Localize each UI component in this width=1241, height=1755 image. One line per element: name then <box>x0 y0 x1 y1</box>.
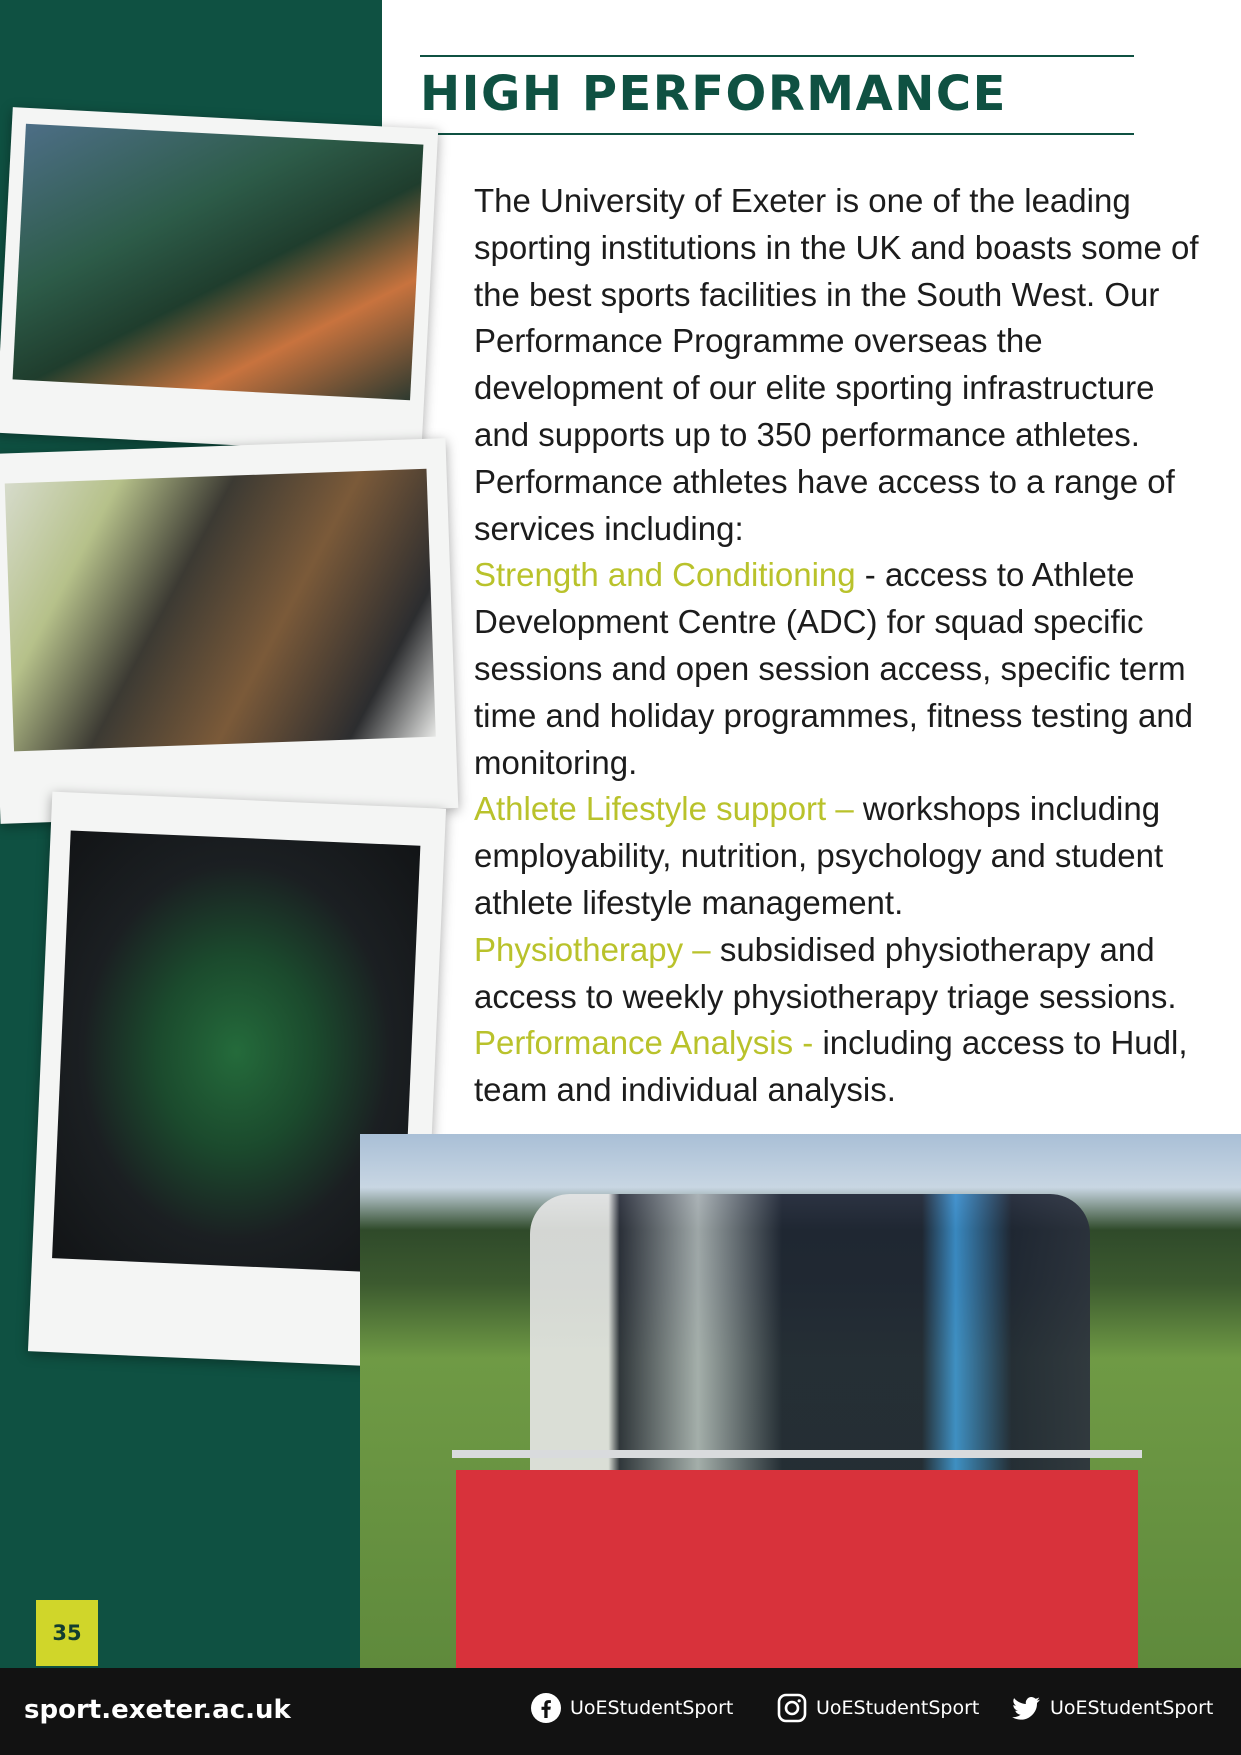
facebook-link[interactable] <box>530 1692 733 1724</box>
red-banner <box>456 1470 1138 1668</box>
service-title: Strength and Conditioning <box>474 556 856 594</box>
instagram-link[interactable] <box>776 1692 979 1724</box>
body-copy <box>474 178 1204 1191</box>
service-text: subsidised physiotherapy and access to weekly physiotherapy triage sessions. <box>474 930 1177 1015</box>
facebook-handle: UoEStudentSport <box>570 1697 734 1719</box>
twitter-link[interactable] <box>1010 1692 1213 1724</box>
service-title: Physiotherapy <box>474 930 684 968</box>
banner-frame <box>452 1450 1142 1458</box>
service-separator: - <box>855 556 885 594</box>
service-analysis <box>474 1024 1188 1108</box>
twitter-handle: UoEStudentSport <box>1050 1697 1214 1719</box>
heading-rule-top <box>420 55 1134 57</box>
website-link[interactable]: sport.exeter.ac.uk <box>24 1695 291 1725</box>
service-text: workshops including employability, nutrition, psychology and student athlete lifestyle management. <box>474 790 1164 921</box>
intro-paragraph: The University of Exeter is one of the leading sporting institutions in the UK and boasts some of the best sports facilities in the South West. Our Performance Programme overseas the development of our elite sporting infrastructure and supports up to 350 performance athletes. Performance athletes have access to a range of services including: <box>474 182 1199 547</box>
service-strength <box>474 556 1193 780</box>
polaroid-hockey-coaching <box>0 107 438 455</box>
page-heading: HIGH PERFORMANCE <box>420 66 1007 122</box>
service-text: access to Athlete Development Centre (ADC) for squad specific sessions and open session access, specific term time and holiday programmes, fitness testing and monitoring. <box>474 556 1194 781</box>
service-separator: – <box>826 790 863 828</box>
service-lifestyle <box>474 790 1163 921</box>
service-title: Athlete Lifestyle support <box>474 790 827 828</box>
polaroid-gym-training <box>0 438 458 824</box>
gym-training-photo <box>5 469 436 752</box>
page-number-badge <box>36 1600 98 1666</box>
golf-team-photo <box>360 1134 1241 1668</box>
instagram-icon <box>776 1692 808 1724</box>
service-text: including access to Hudl, team and individual analysis. <box>474 1024 1188 1109</box>
service-separator: – <box>683 930 720 968</box>
service-separator: - <box>793 1024 823 1062</box>
facebook-icon <box>530 1692 562 1724</box>
heading-rule-bottom <box>420 133 1134 135</box>
page-number: 35 <box>52 1621 82 1645</box>
service-title: Performance Analysis <box>474 1024 794 1062</box>
twitter-icon <box>1010 1692 1042 1724</box>
footer-bar <box>0 1668 1241 1755</box>
hockey-coaching-photo <box>13 124 424 400</box>
instagram-handle: UoEStudentSport <box>816 1697 980 1719</box>
service-physio <box>474 931 1177 1015</box>
golf-team-group <box>530 1194 1090 1494</box>
